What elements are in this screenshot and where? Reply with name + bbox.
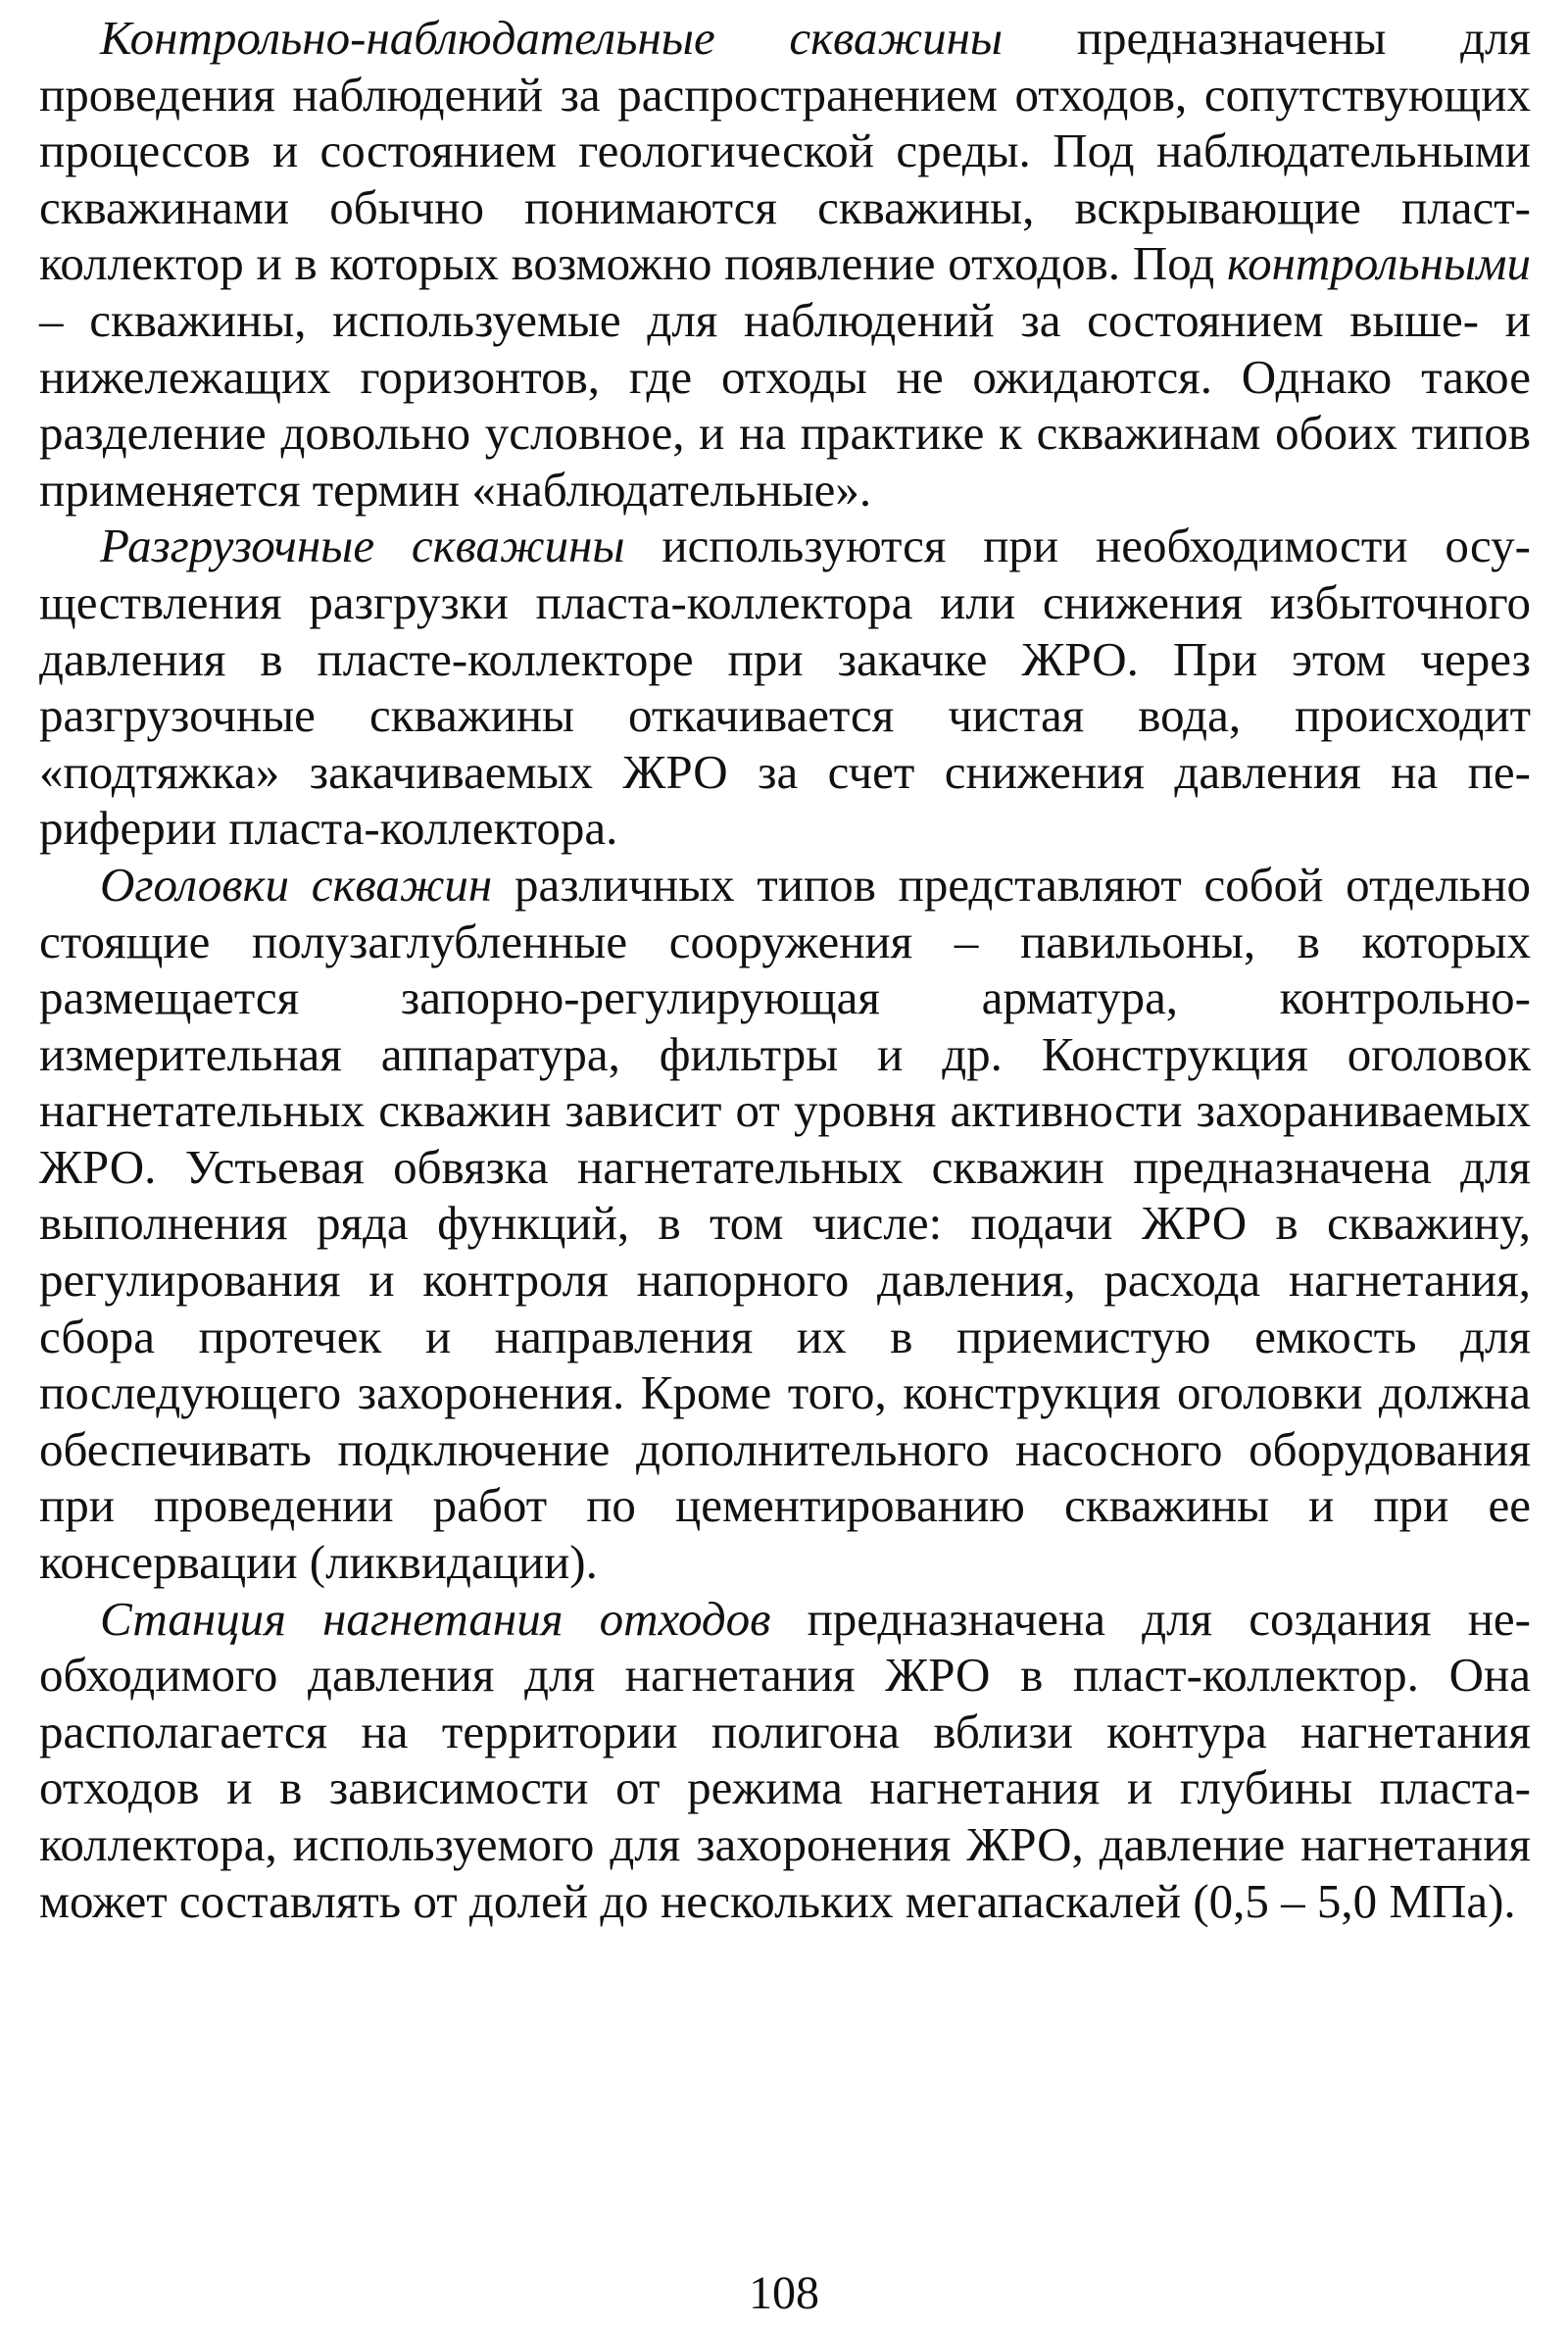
term-observation-wells: Контрольно-наблюдательные скважины — [100, 11, 1004, 65]
paragraph-text: различных типов представляют собой отдельно стоящие полузаглубленные сооружения – павильоны, в которых размещается запорно-регулирующая арматура, контрольно-измерительная аппаратура, фильтры и др. Конструкция оголовок нагнетательных скважин зависит от уровня активности захораниваемых ЖРО. Устьевая обвязка нагнетательных скважин предназначена для выполнения ряда функций, в том числе: подачи ЖРО в скважину, регулирования и контроля напорного давления, расхода нагнетания, сбора протечек и направления их в приемистую емкость для последующего захоронения. Кроме того, конструкция оголовки должна обеспечивать подключение дополнительного насосного оборудования при проведении работ по цементированию скважины и при ее консервации (ликвидации). — [39, 857, 1532, 1590]
paragraph-injection-station — [39, 1591, 1531, 1930]
term-wellheads: Оголовки скважин — [100, 857, 493, 912]
paragraph-observation-wells — [39, 10, 1531, 518]
term-control-wells: контрольными — [1227, 236, 1531, 291]
page-content — [39, 10, 1531, 1929]
paragraph-text: предназначена для создания необходимого давления для нагнетания ЖРО в пласт-коллектор. Она располагается на территории полигона вблизи контура нагнетания отходов и в зависимости от режима нагнетания и глубины пласта-коллектора, используемого для захоронения ЖРО, давление нагнетания может составлять от долей до нескольких мегапаскалей (0,5 – 5,0 МПа). — [39, 1591, 1531, 1928]
term-relief-wells: Разгрузочные скважины — [100, 519, 625, 573]
paragraph-wellheads — [39, 857, 1531, 1591]
paragraph-text: используются при необходимости осуществления разгрузки пласта-коллектора или снижения избыточного давления в пласте-коллекторе при закачке ЖРО. При этом через разгрузочные скважины откачивается чистая вода, происходит «подтяжка» закачиваемых ЖРО за счет снижения давления на периферии пласта-коллектора. — [39, 519, 1531, 856]
page-number: 108 — [749, 2267, 819, 2319]
term-injection-station: Станция нагнетания отходов — [100, 1591, 771, 1646]
paragraph-text: предназначены для проведения наблюдений за распространением отходов, сопутствующих процессов и состоянием геологической среды. Под наблюдательными скважинами обычно понимаются скважины, вскрывающие пласт-коллектор и в которых возможно появление отходов. Под — [39, 11, 1531, 291]
paragraph-text: – скважины, используемые для наблюдений за состоянием выше- и нижележащих горизонтов, где отходы не ожидаются. Однако такое разделение довольно условное, и на практике к скважинам обоих типов применяется термин «наблюдательные». — [39, 292, 1531, 517]
paragraph-relief-wells — [39, 518, 1531, 857]
